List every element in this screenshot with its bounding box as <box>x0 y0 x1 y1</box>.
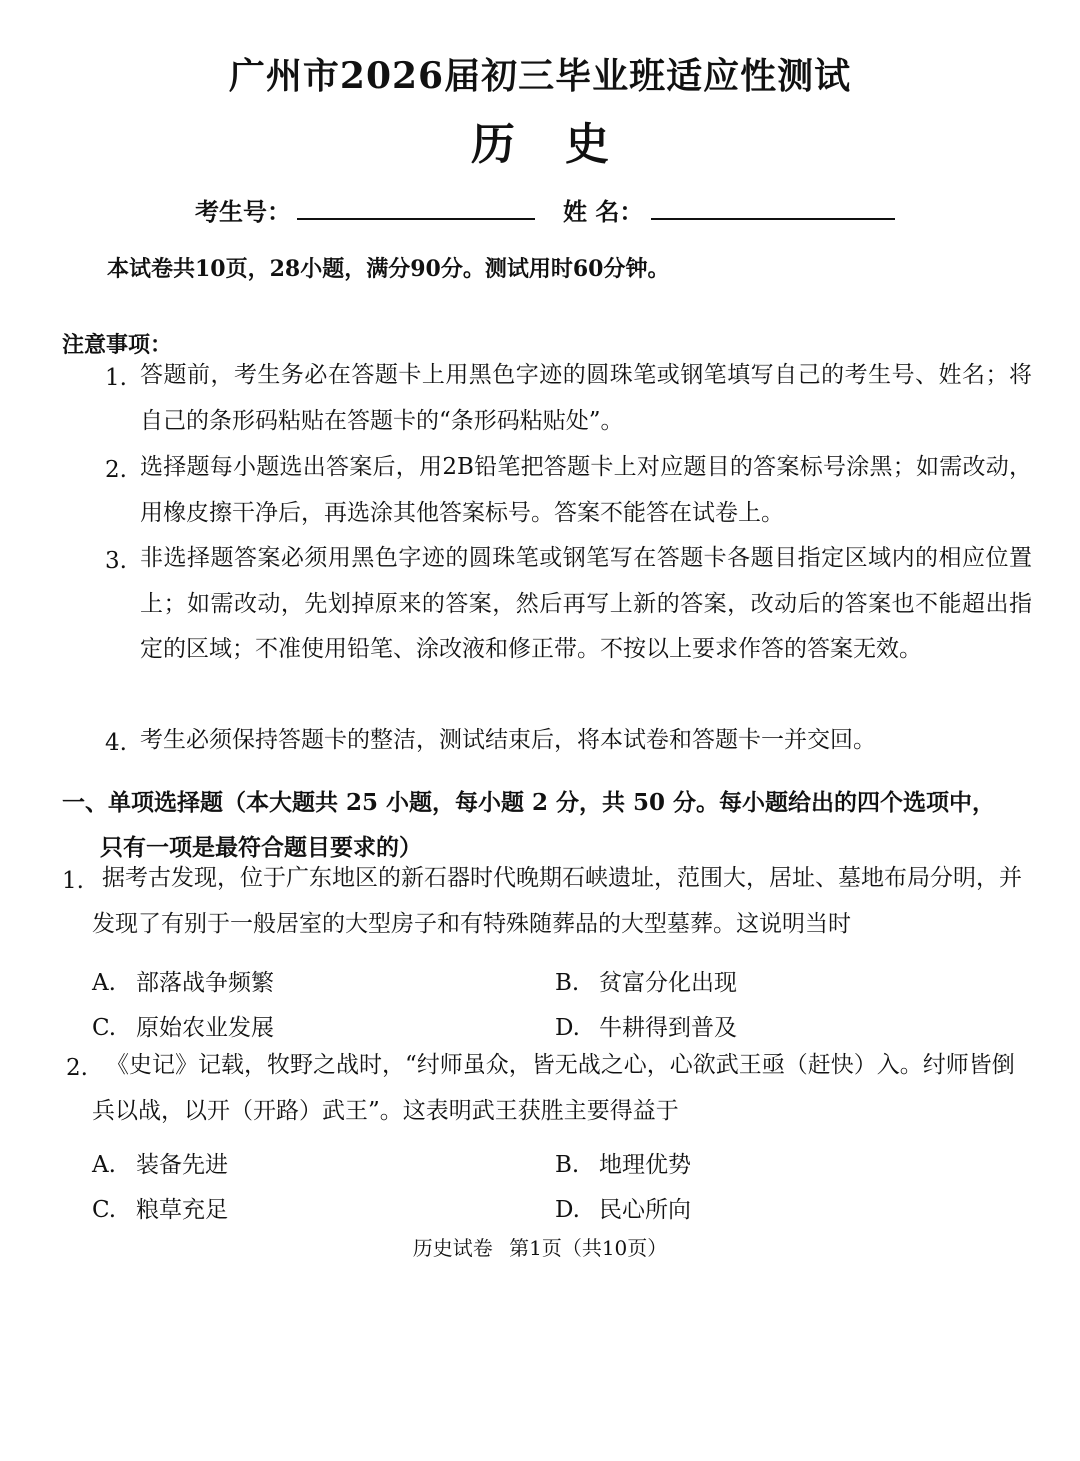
question-stem: 《史记》记载，牧野之战时，“纣师虽众，皆无战之心，心欲武王亟（赶快）入。纣师皆倒兵以战，以开（开路）武王”。这表明武王获胜主要得益于 <box>92 1052 1015 1124</box>
notice-title: 注意事项： <box>62 332 173 358</box>
option-letter: C. <box>92 1197 117 1223</box>
option-d[interactable] <box>555 1191 691 1224</box>
section-heading-line1: 一、单项选择题（本大题共 25 小题，每小题 2 分，共 50 分。每小题给出的四个选项中， <box>62 789 996 816</box>
option-b[interactable] <box>555 964 737 997</box>
exam-info: 本试卷共10页，28小题，满分90分。测试用时60分钟。 <box>107 256 670 282</box>
candidate-name-label: 姓 名： <box>563 197 644 226</box>
notice-number: 4. <box>105 730 127 756</box>
candidate-id-blank[interactable] <box>297 218 535 220</box>
notice-number: 1. <box>105 365 127 391</box>
question-stem: 据考古发现，位于广东地区的新石器时代晚期石峡遗址，范围大，居址、墓地布局分明，并发现了有别于一般居室的大型房子和有特殊随葬品的大型墓葬。这说明当时 <box>92 865 1022 937</box>
option-text: 牛耕得到普及 <box>599 1015 737 1041</box>
notice-text: 考生必须保持答题卡的整洁，测试结束后，将本试卷和答题卡一并交回。 <box>140 727 876 753</box>
candidate-info-row <box>195 192 915 226</box>
option-text: 民心所向 <box>599 1197 691 1223</box>
option-text: 原始农业发展 <box>136 1015 274 1041</box>
option-b[interactable] <box>555 1146 691 1179</box>
section-heading-line2: 只有一项是最符合题目要求的） <box>100 834 422 861</box>
option-text: 地理优势 <box>599 1152 691 1178</box>
option-text: 贫富分化出现 <box>599 970 737 996</box>
notice-number: 3. <box>105 548 127 574</box>
subject-title: 历史 <box>471 119 659 170</box>
option-letter: A. <box>92 1152 116 1178</box>
option-a[interactable] <box>92 1146 228 1179</box>
candidate-id-label: 考生号： <box>195 197 291 226</box>
candidate-name-blank[interactable] <box>651 218 895 220</box>
notice-text: 选择题每小题选出答案后，用2B铅笔把答题卡上对应题目的答案标号涂黑；如需改动，用橡皮擦干净后，再选涂其他答案标号。答案不能答在试卷上。 <box>140 454 1032 526</box>
option-c[interactable] <box>92 1009 274 1042</box>
option-letter: B. <box>555 970 580 996</box>
option-letter: D. <box>555 1197 580 1223</box>
page-footer: 历史试卷 第1页（共10页） <box>412 1236 668 1260</box>
question-number: 2. <box>66 1055 88 1081</box>
option-letter: D. <box>555 1015 580 1041</box>
notice-number: 2. <box>105 457 127 483</box>
option-text: 部落战争频繁 <box>136 970 274 996</box>
notice-text: 答题前，考生务必在答题卡上用黑色字迹的圆珠笔或钢笔填写自己的考生号、姓名；将自己的条形码粘贴在答题卡的“条形码粘贴处”。 <box>140 362 1032 434</box>
option-a[interactable] <box>92 964 274 997</box>
option-letter: A. <box>92 970 116 996</box>
option-d[interactable] <box>555 1009 737 1042</box>
notice-text: 非选择题答案必须用黑色字迹的圆珠笔或钢笔写在答题卡各题目指定区域内的相应位置上；如需改动，先划掉原来的答案，然后再写上新的答案，改动后的答案也不能超出指定的区域；不准使用铅笔、涂改液和修正带。不按以上要求作答的答案无效。 <box>140 545 1032 662</box>
option-letter: B. <box>555 1152 580 1178</box>
option-text: 装备先进 <box>136 1152 228 1178</box>
option-text: 粮草充足 <box>136 1197 228 1223</box>
option-c[interactable] <box>92 1191 228 1224</box>
question-number: 1. <box>62 868 84 894</box>
option-letter: C. <box>92 1015 117 1041</box>
exam-title: 广州市2026届初三毕业班适应性测试 <box>228 55 852 97</box>
